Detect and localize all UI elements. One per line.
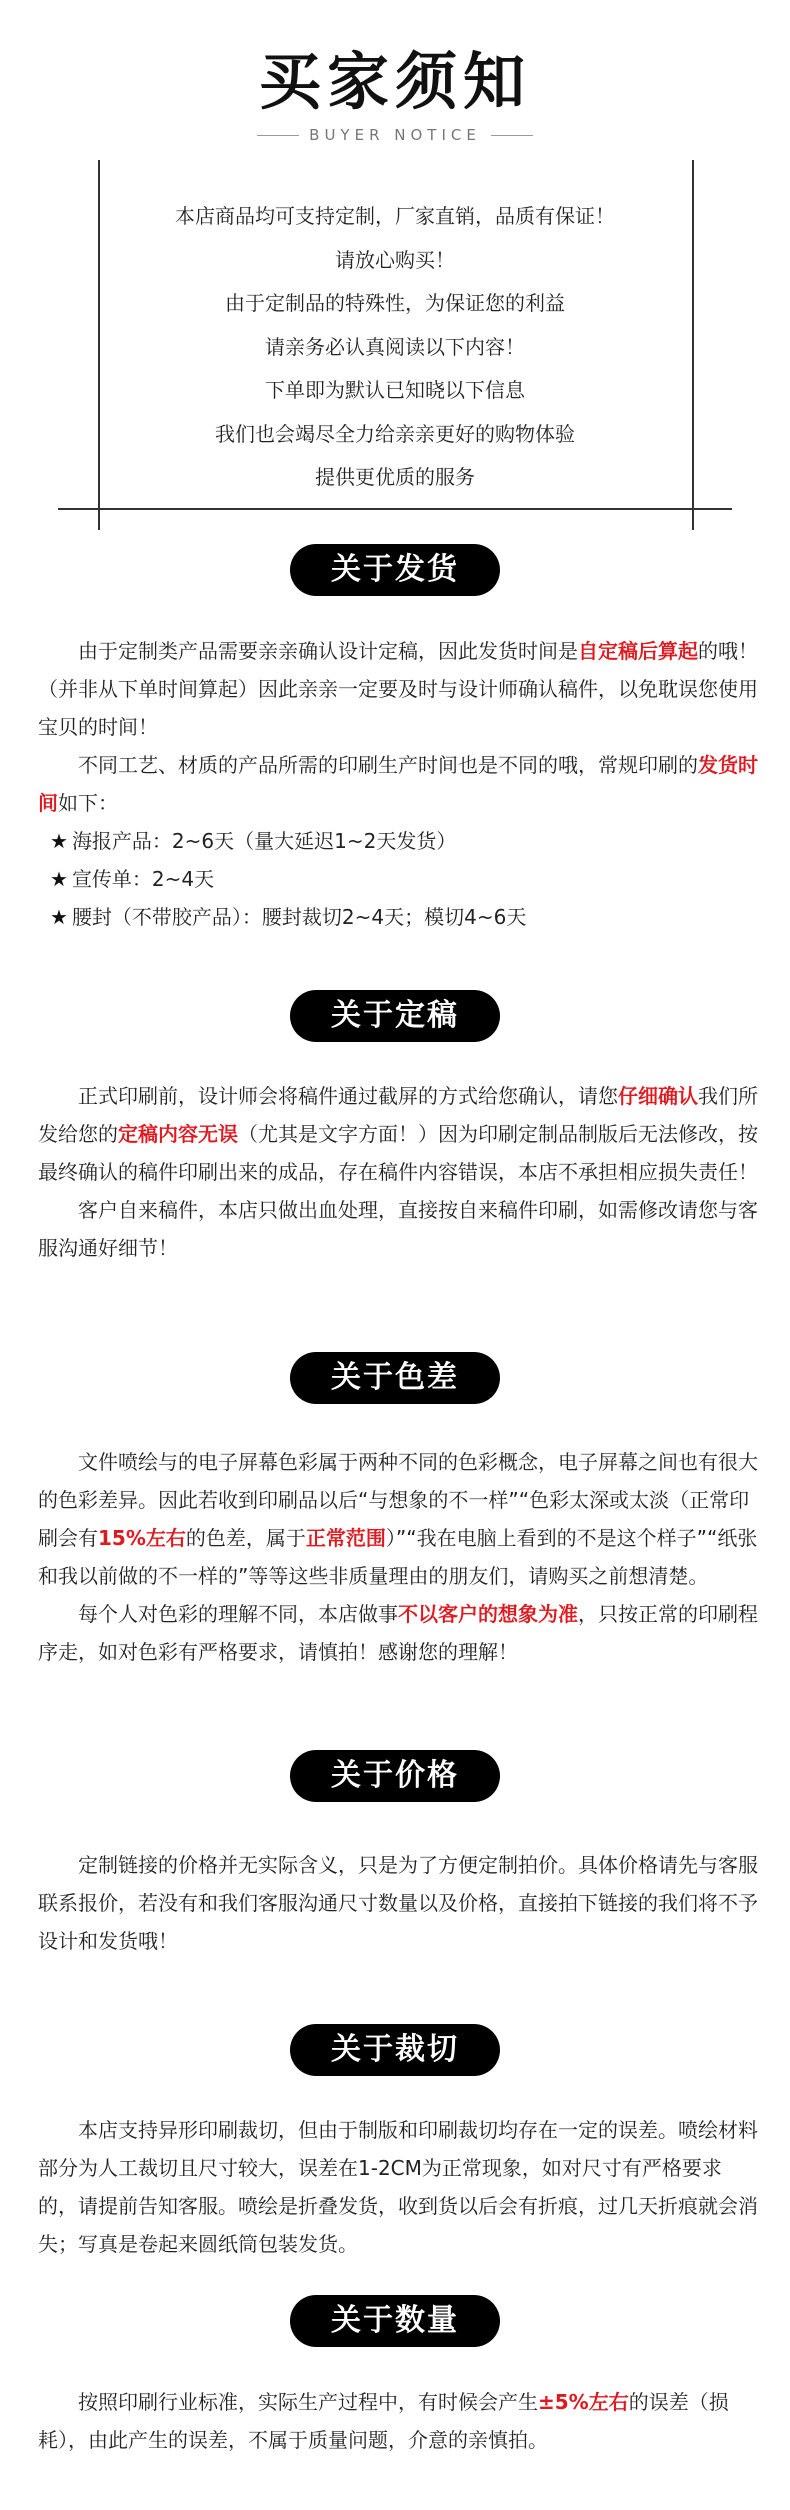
subtitle-text: BUYER NOTICE (309, 126, 481, 144)
star-icon: ★ (50, 905, 68, 929)
section-quantity (38, 2383, 758, 2459)
page-subtitle (0, 126, 790, 144)
notice-box (58, 160, 732, 530)
shipping-paragraph-1: 由于定制类产品需要亲亲确认设计定稿，因此发货时间是自定稿后算起的哦！（并非从下单时间算起）因此亲亲一定要及时与设计师确认稿件，以免耽误您使用宝贝的时间！ (38, 639, 758, 739)
section-color (38, 1443, 758, 1671)
notice-line: 我们也会竭尽全力给亲亲更好的购物体验 (215, 421, 575, 446)
section-title-quantity: 关于数量 (290, 2295, 500, 2347)
page-title: 买家须知 (258, 45, 531, 118)
shipping-paragraph-2: 不同工艺、材质的产品所需的印刷生产时间也是不同的哦，常规印刷的发货时间如下： (38, 753, 758, 815)
section-title-price: 关于价格 (290, 1750, 500, 1802)
highlight-text: 定稿内容无误 (118, 1122, 238, 1146)
shipping-time-item: ★ 宣传单：2~4天 (50, 867, 215, 891)
highlight-text: 不以客户的想象为准 (398, 1602, 578, 1626)
star-icon: ★ (50, 829, 68, 853)
notice-line: 下单即为默认已知晓以下信息 (265, 378, 525, 402)
quantity-paragraph-1: 按照印刷行业标准，实际生产过程中，有时候会产生±5%左右的误差（损耗），由此产生的误差，不属于质量问题，介意的亲慎拍。 (38, 2390, 729, 2452)
notice-line: 提供更优质的服务 (315, 465, 475, 489)
subtitle-rule-left (257, 135, 299, 136)
notice-lines (58, 195, 732, 500)
section-title-final: 关于定稿 (290, 990, 500, 1042)
shipping-time-item: ★ 腰封（不带胶产品）：腰封裁切2~4天；模切4~6天 (50, 905, 527, 929)
highlight-text: 正常范围 (305, 1526, 386, 1550)
highlight-text: 15%左右 (98, 1526, 186, 1550)
section-title-shipping: 关于发货 (290, 544, 500, 596)
color-paragraph-2: 每个人对色彩的理解不同，本店做事不以客户的想象为准，只按正常的印刷程序走，如对色彩有严格要求，请慎拍！感谢您的理解！ (38, 1602, 758, 1664)
notice-line: 请放心购买！ (335, 247, 455, 272)
highlight-text: 自定稿后算起 (578, 639, 698, 663)
cutting-paragraph-1: 本店支持异形印刷裁切，但由于制版和印刷裁切均存在一定的误差。喷绘材料部分为人工裁切且尺寸较大，误差在1-2CM为正常现象，如对尺寸有严格要求的，请提前告知客服。喷绘是折叠发货，收到货以后会有折痕，过几天折痕就会消失；写真是卷起来圆纸筒包装发货。 (38, 2118, 758, 2256)
color-paragraph-1: 文件喷绘与的电子屏幕色彩属于两种不同的色彩概念，电子屏幕之间也有很大的色彩差异。因此若收到印刷品以后“与想象的不一样”“色彩太深或太淡（正常印刷会有15%左右的色差，属于正常范围）”“我在电脑上看到的不是这个样子”“纸张和我以前做的不一样的”等等这些非质量理由的朋友们，请购买之前想清楚。 (38, 1450, 758, 1588)
section-shipping (38, 632, 758, 936)
notice-line: 本店商品均可支持定制，厂家直销，品质有保证！ (175, 204, 615, 228)
final-paragraph-2: 客户自来稿件，本店只做出血处理，直接按自来稿件印刷，如需修改请您与客服沟通好细节！ (38, 1198, 758, 1260)
notice-border-bottom (58, 508, 732, 510)
subtitle-rule-right (491, 135, 533, 136)
highlight-text: 发货时间 (38, 753, 758, 815)
notice-line: 由于定制品的特殊性，为保证您的利益 (225, 291, 565, 315)
section-final (38, 1077, 758, 1267)
shipping-time-item: ★ 海报产品：2~6天（量大延迟1~2天发货） (50, 829, 457, 853)
section-cutting (38, 2111, 758, 2263)
section-title-color: 关于色差 (290, 1352, 500, 1404)
highlight-text: ±5%左右 (538, 2390, 629, 2414)
highlight-text: 仔细确认 (618, 1084, 698, 1108)
notice-line: 请亲务必认真阅读以下内容！ (265, 334, 525, 359)
section-title-cutting: 关于裁切 (290, 2024, 500, 2076)
star-icon: ★ (50, 867, 68, 891)
final-paragraph-1: 正式印刷前，设计师会将稿件通过截屏的方式给您确认，请您仔细确认我们所发给您的定稿内容无误（尤其是文字方面！）因为印刷定制品制版后无法修改，按最终确认的稿件印刷出来的成品，存在稿件内容错误，本店不承担相应损失责任！ (38, 1084, 758, 1184)
section-price (38, 1846, 758, 1960)
price-paragraph-1: 定制链接的价格并无实际含义，只是为了方便定制拍价。具体价格请先与客服联系报价，若没有和我们客服沟通尺寸数量以及价格，直接拍下链接的我们将不予设计和发货哦！ (38, 1853, 758, 1953)
